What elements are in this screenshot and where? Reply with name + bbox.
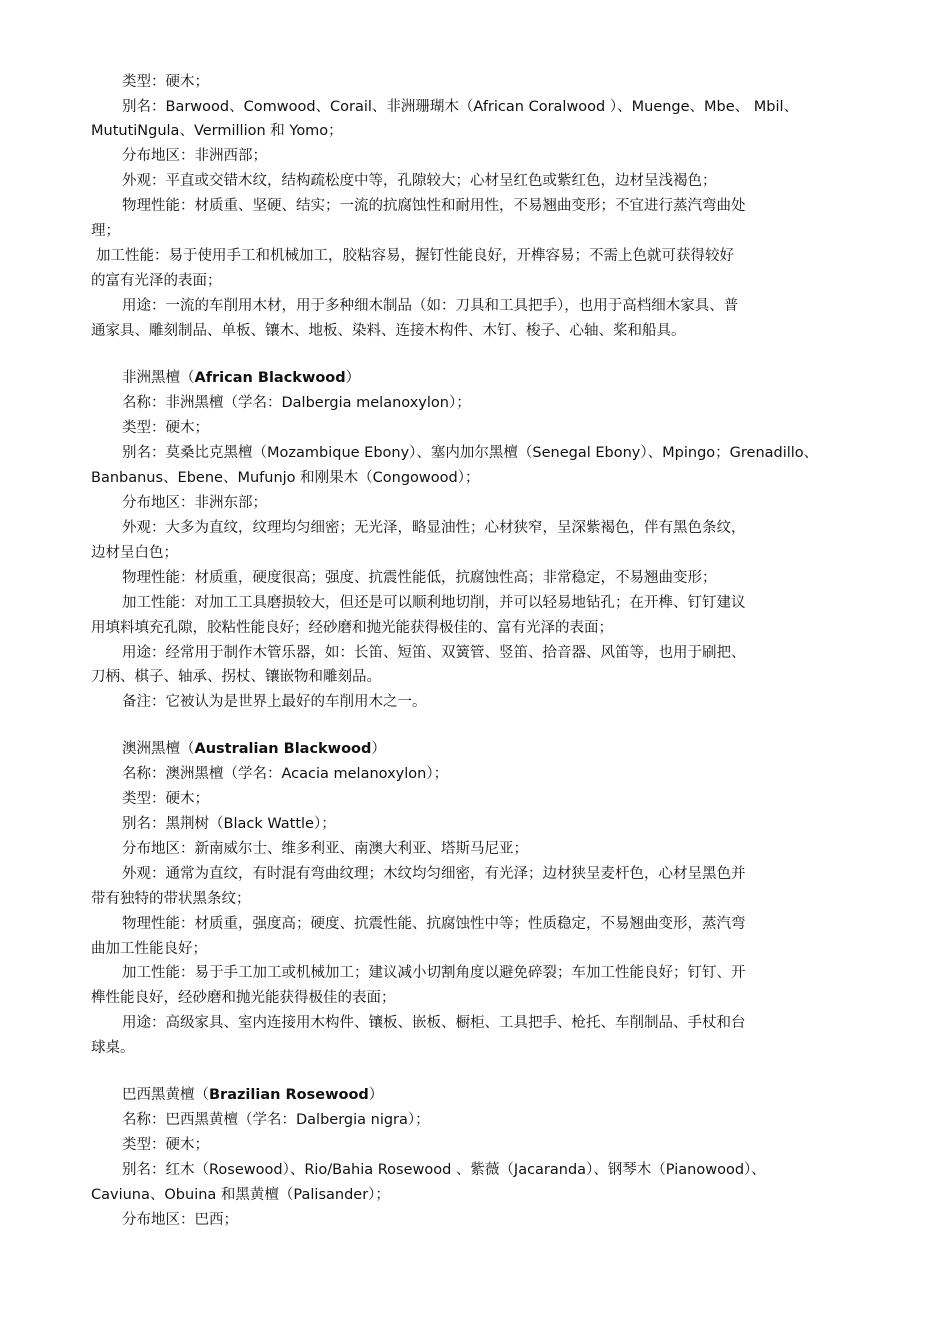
text-line: 加工性能：易于使用手工和机械加工，胶粘容易，握钉性能良好，开榫容易；不需上色就可获得较好 [96,248,734,264]
text-line: 刀柄、棋子、轴承、拐杖、镶嵌物和雕刻品。 [91,669,381,685]
text-line: 别名：莫桑比克黑檀（Mozambique Ebony）、塞内加尔黑檀（Senegal Ebony）、Mpingo；Grenadillo、 [122,445,819,461]
text-line: 球桌。 [91,1040,135,1056]
text-line: 名称：非洲黑檀（学名：Dalbergia melanoxylon）； [122,395,471,411]
text-line: MututiNgula、Vermillion 和 Yomo； [91,123,343,139]
section-heading: 非洲黑檀（African Blackwood） [122,370,361,386]
text-line: 榫性能良好，经砂磨和抛光能获得极佳的表面； [91,990,396,1006]
text-line: 外观：通常为直纹，有时混有弯曲纹理；木纹均匀细密，有光泽；边材狭呈麦杆色，心材呈黑色并 [122,866,746,882]
text-line: 的富有光泽的表面； [91,273,222,289]
text-line: 边材呈白色； [91,545,178,561]
text-line: 通家具、雕刻制品、单板、镶木、地板、染料、连接木构件、木钉、梭子、心轴、桨和船具。 [91,323,686,339]
text-line: 外观：大多为直纹，纹理均匀细密；无光泽，略显油性；心材狭窄，呈深紫褐色，伴有黑色条纹， [122,520,746,536]
section-heading: 巴西黑黄檀（Brazilian Rosewood） [122,1087,384,1103]
text-line: 曲加工性能良好； [91,941,207,957]
text-line: 类型：硬木； [122,420,209,436]
text-line: 带有独特的带状黑条纹； [91,891,251,907]
text-line: 分布地区：巴西； [122,1212,238,1228]
text-line: 类型：硬木； [122,1137,209,1153]
text-line: 类型：硬木； [122,74,209,90]
text-line: 用途：一流的车削用木材，用于多种细木制品（如：刀具和工具把手），也用于高档细木家具、普 [122,298,739,314]
text-line: 物理性能：材质重，强度高；硬度、抗震性能、抗腐蚀性中等；性质稳定，不易翘曲变形，蒸汽弯 [122,916,746,932]
text-line: 外观：平直或交错木纹，结构疏松度中等，孔隙较大；心材呈红色或紫红色，边材呈浅褐色； [122,173,717,189]
text-line: 名称：澳洲黑檀（学名：Acacia melanoxylon）； [122,766,449,782]
text-line: 用途：经常用于制作木管乐器，如：长笛、短笛、双簧管、竖笛、拾音器、风笛等，也用于刷把、 [122,645,746,661]
section-heading: 澳洲黑檀（Australian Blackwood） [122,741,386,757]
text-line: 分布地区：新南威尔士、维多利亚、南澳大利亚、塔斯马尼亚； [122,841,528,857]
text-line: 别名：红木（Rosewood）、Rio/Bahia Rosewood 、紫薇（Jacaranda）、钢琴木（Pianowood）、 [122,1162,766,1178]
text-line: 加工性能：易于手工加工或机械加工；建议减小切割角度以避免碎裂；车加工性能良好；钉钉、开 [122,965,746,981]
text-line: 类型：硬木； [122,791,209,807]
text-line: 物理性能：材质重、坚硬、结实；一流的抗腐蚀性和耐用性，不易翘曲变形；不宜进行蒸汽弯曲处 [122,198,746,214]
text-line: 备注：它被认为是世界上最好的车削用木之一。 [122,694,427,710]
text-line: 别名：黑荆树（Black Wattle）； [122,816,336,832]
text-line: 物理性能：材质重，硬度很高；强度、抗震性能低，抗腐蚀性高；非常稳定，不易翘曲变形； [122,570,717,586]
text-line: 分布地区：非洲东部； [122,495,267,511]
text-line: 名称：巴西黑黄檀（学名：Dalbergia nigra）； [122,1112,430,1128]
text-line: Caviuna、Obuina 和黑黄檀（Palisander）； [91,1187,390,1203]
text-line: 理； [91,223,120,239]
text-line: 别名：Barwood、Comwood、Corail、非洲珊瑚木（African Coralwood ）、Muenge、Mbe、 Mbil、 [122,99,799,115]
text-line: 用途：高级家具、室内连接用木构件、镶板、嵌板、橱柜、工具把手、枪托、车削制品、手杖和台 [122,1015,746,1031]
text-line: 用填料填充孔隙，胶粘性能良好；经砂磨和抛光能获得极佳的、富有光泽的表面； [91,620,613,636]
text-line: 加工性能：对加工工具磨损较大，但还是可以顺利地切削，并可以轻易地钻孔；在开榫、钉钉建议 [122,595,746,611]
text-line: Banbanus、Ebene、Mufunjo 和刚果木（Congowood）； [91,470,480,486]
text-line: 分布地区：非洲西部； [122,148,267,164]
